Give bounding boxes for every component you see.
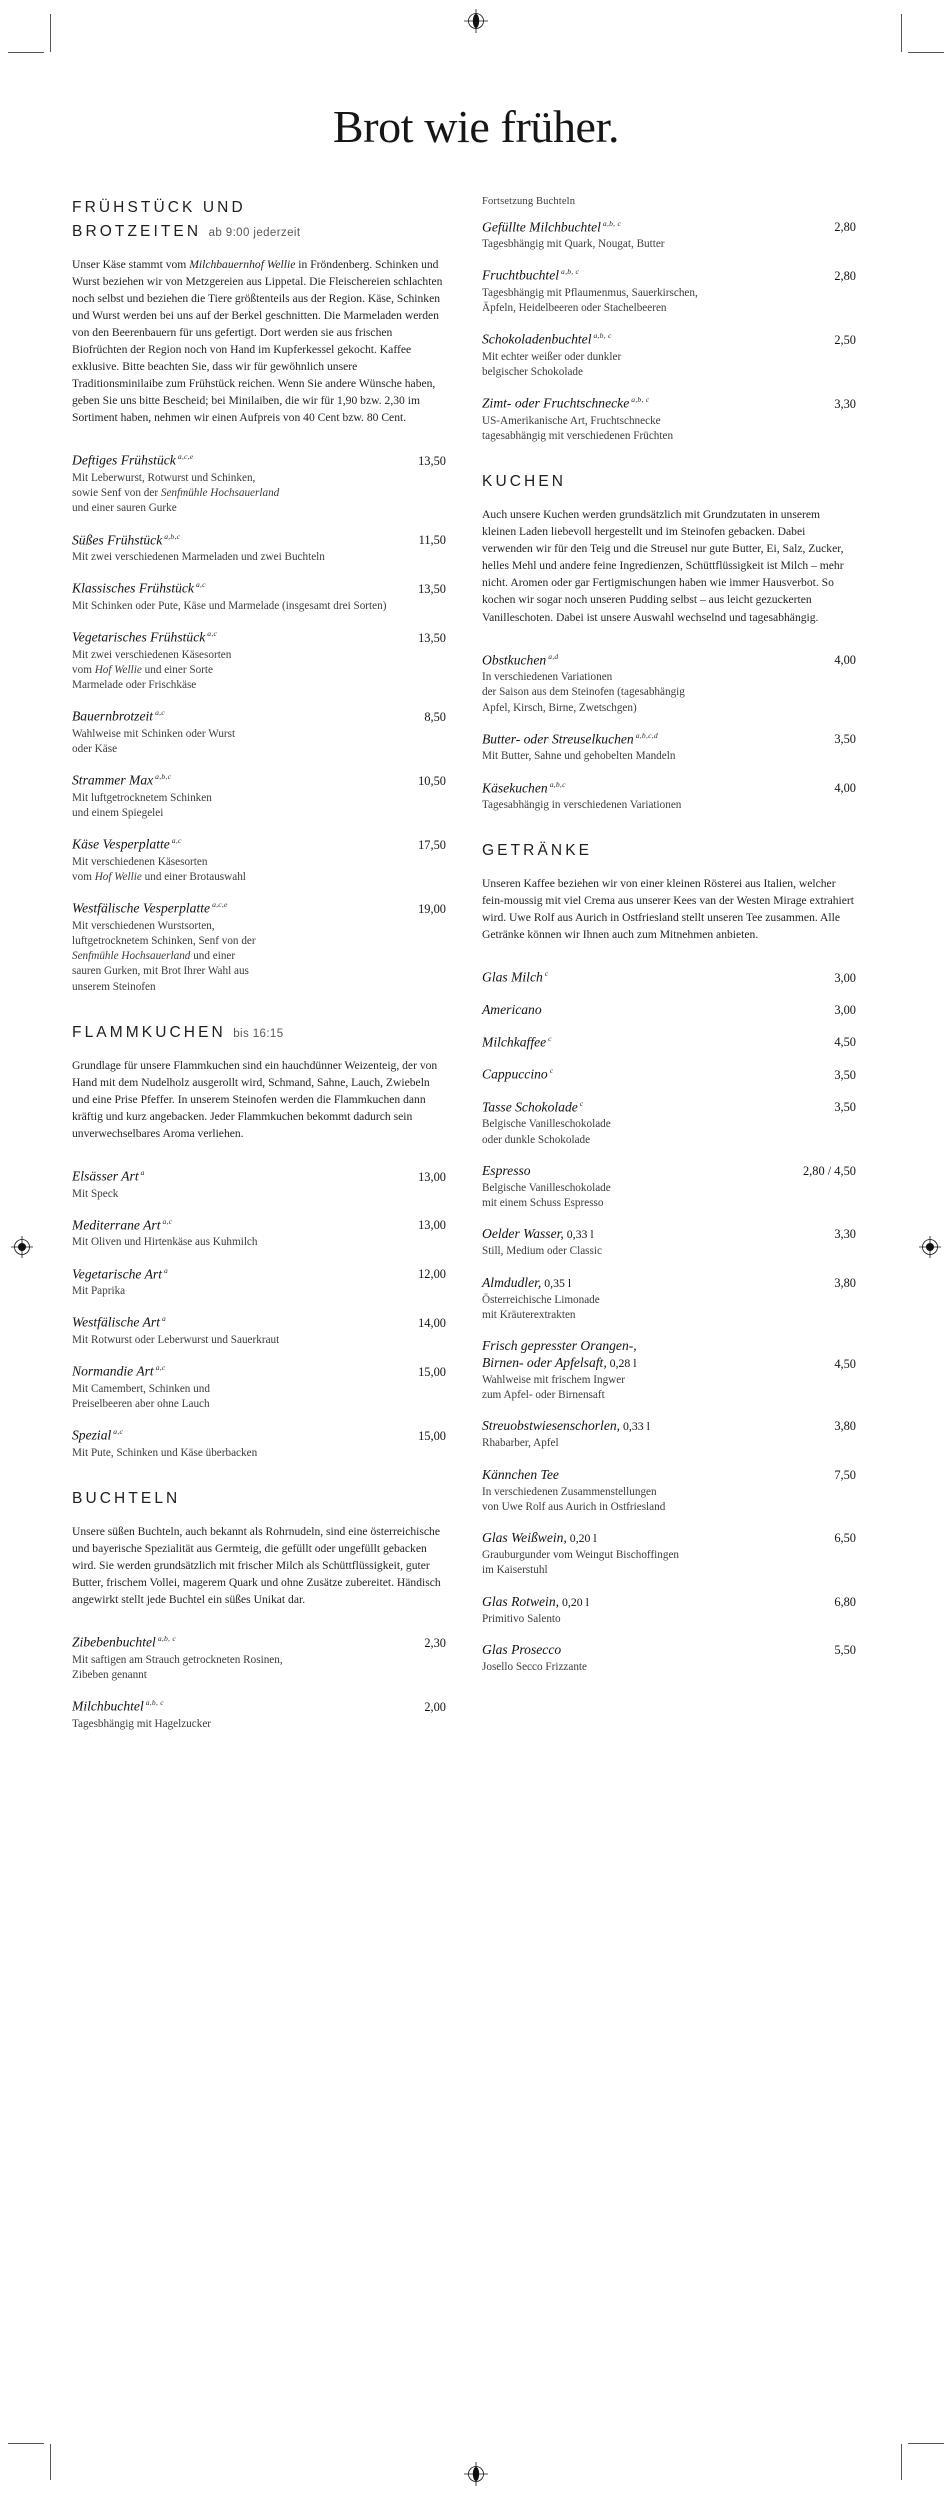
allergen-marker: c bbox=[549, 1066, 554, 1076]
allergen-marker: a,b,c bbox=[549, 779, 566, 789]
section-heading-flammkuchen bbox=[72, 1021, 446, 1045]
item-description: Mit zwei verschiedenen Käsesorten vom Hof Wellie und einer Sorte Marmelade oder Frischkäse bbox=[72, 648, 232, 692]
menu-item[interactable] bbox=[72, 452, 446, 516]
item-description: Mit Schinken oder Pute, Käse und Marmelade (insgesamt drei Sorten) bbox=[72, 599, 387, 612]
item-description: Tagesbhängig mit Hagelzucker bbox=[72, 1717, 212, 1730]
menu-item[interactable] bbox=[482, 1099, 856, 1148]
crop-mark-right-bottom bbox=[908, 2443, 944, 2444]
menu-item[interactable] bbox=[482, 1034, 856, 1052]
section-intro-buchteln: Unsere süßen Buchteln, auch bekannt als Rohrnudeln, sind eine österreichische und bayerische Spezialität aus Germteig, die gefüllt oder ungefüllt gebacken wird. Sie werden grundsätzlich mit frischer Milch als Schüttflüssigkeit, guter Butter, frischem Vollei, magerem Quark und ohne Zusätze zubereitet. Händisch angewirkt stellt jede Buchtel ein süßes Unikat dar. bbox=[72, 1524, 441, 1606]
menu-item[interactable] bbox=[482, 1530, 856, 1578]
menu-item[interactable] bbox=[482, 219, 856, 253]
allergen-marker: a,c bbox=[171, 836, 182, 846]
menu-item[interactable] bbox=[72, 1217, 446, 1251]
item-description: Belgische Vanilleschokolade oder dunkle Schokolade bbox=[482, 1118, 611, 1146]
crop-mark-right-top bbox=[908, 52, 944, 53]
section-intro-fruehstueck: Unser Käse stammt vom Milchbauernhof Wellie in Fröndenberg. Schinken und Wurst beziehen wir von Metzgereien aus Lippetal. Die Fleischereien schlachten noch selbst und beziehen die Tiere größtenteils aus der Region. Käse, Schinken und Wurst werden bei uns auf der Berkel geschnitten. Die Marmeladen werden von den Beerenbauern für uns gefertigt. Dort werden sie aus frischen Biofrüchten der Region noch von Hand im Kupferkessel gekocht. Kaffee exklusive. Bitte beachten Sie, dass wir für gewöhnlich unsere Traditionsminilaibe zum Frühstück reichen. Wenn Sie andere Wünsche haben, geben Sie uns bitte Bescheid; bei Minilaiben, die wir für 1,90 bzw. 2,30 im Sortiment haben, nehmen wir einen Aufpreis von 40 Cent bzw. 80 Cent. bbox=[72, 258, 443, 425]
item-price: 4,00 bbox=[834, 653, 856, 668]
item-name: Tasse Schokolade bbox=[482, 1099, 578, 1115]
section-heading-getraenke bbox=[482, 839, 856, 863]
item-price: 3,00 bbox=[834, 1002, 856, 1017]
section-getraenke bbox=[482, 839, 856, 1675]
item-price: 8,50 bbox=[424, 709, 446, 724]
item-name: Glas Rotwein, bbox=[482, 1593, 560, 1609]
item-description: Mit Oliven und Hirtenkäse aus Kuhmilch bbox=[72, 1236, 258, 1249]
menu-item[interactable] bbox=[72, 629, 446, 693]
item-description: Mit Leberwurst, Rotwurst und Schinken, sowie Senf von der Senfmühle Hochsauerland und einer sauren Gurke bbox=[72, 471, 280, 515]
allergen-marker: a bbox=[161, 1314, 167, 1324]
menu-item[interactable] bbox=[482, 1002, 856, 1019]
item-name: Westfälische Art bbox=[72, 1314, 160, 1330]
section-fruehstueck bbox=[72, 196, 446, 995]
item-price: 3,50 bbox=[834, 732, 856, 747]
item-price: 3,80 bbox=[834, 1419, 856, 1434]
section-heading-kuchen bbox=[482, 470, 856, 494]
item-name: Glas Milch bbox=[482, 969, 543, 985]
menu-item[interactable] bbox=[482, 1066, 856, 1084]
item-volume: 0,33 l bbox=[620, 1419, 650, 1434]
item-volume: 0,33 l bbox=[563, 1227, 594, 1242]
menu-item[interactable] bbox=[482, 1467, 856, 1515]
menu-item[interactable] bbox=[482, 1594, 856, 1627]
section-heading-label: KUCHEN bbox=[482, 473, 567, 491]
section-flammkuchen bbox=[72, 1021, 446, 1461]
menu-item[interactable] bbox=[72, 1266, 446, 1300]
allergen-marker: a,b,c,d bbox=[635, 730, 658, 740]
menu-item[interactable] bbox=[482, 731, 856, 765]
item-description: Mit Rotwurst oder Leberwurst und Sauerkraut bbox=[72, 1333, 280, 1346]
item-description: Österreichische Limonade mit Kräuterextrakten bbox=[482, 1293, 600, 1321]
item-volume: 0,20 l bbox=[566, 1531, 597, 1546]
menu-item[interactable] bbox=[72, 1698, 446, 1732]
item-description: Mit luftgetrocknetem Schinken und einem Spiegelei bbox=[72, 791, 212, 820]
item-name: Fruchtbuchtel bbox=[482, 267, 560, 283]
item-price: 2,80 bbox=[834, 268, 856, 283]
item-description: In verschiedenen Zusammenstellungen von Uwe Rolf aus Aurich in Ostfriesland bbox=[482, 1485, 666, 1513]
item-price: 5,50 bbox=[834, 1642, 856, 1657]
menu-item[interactable] bbox=[72, 708, 446, 757]
item-price: 3,30 bbox=[834, 1227, 856, 1242]
item-price: 19,00 bbox=[418, 901, 446, 916]
item-name: Zimt- oder Fruchtschnecke bbox=[482, 395, 630, 411]
item-description: Rhabarber, Apfel bbox=[482, 1437, 559, 1450]
allergen-marker: a,b,c bbox=[164, 531, 181, 541]
item-price: 2,50 bbox=[834, 332, 856, 347]
item-description: Tagesbhängig mit Pflaumenmus, Sauerkirschen, Äpfeln, Heidelbeeren oder Stachelbeeren bbox=[482, 286, 698, 315]
section-heading-buchteln bbox=[72, 1487, 446, 1511]
item-description: Grauburgunder vom Weingut Bischoffingen im Kaiserstuhl bbox=[482, 1549, 680, 1577]
allergen-marker: a,c bbox=[155, 1363, 166, 1373]
menu-item[interactable] bbox=[482, 652, 856, 716]
allergen-marker: a,c,e bbox=[177, 452, 194, 462]
menu-item[interactable] bbox=[72, 532, 446, 566]
item-description: Still, Medium oder Classic bbox=[482, 1245, 602, 1258]
section-heading-label: GETRÄNKE bbox=[482, 842, 593, 860]
allergen-marker: a,b, c bbox=[145, 1697, 164, 1707]
menu-item[interactable] bbox=[72, 1363, 446, 1412]
item-name: Westfälische Vesperplatte bbox=[72, 900, 211, 916]
item-name: Spezial bbox=[72, 1427, 112, 1443]
section-buchteln-continued bbox=[482, 219, 856, 445]
allergen-marker: a,b, c bbox=[602, 218, 622, 228]
menu-item[interactable] bbox=[72, 1634, 446, 1683]
item-price: 3,30 bbox=[834, 396, 856, 411]
item-name: Americano bbox=[482, 1001, 542, 1017]
item-volume: 0,20 l bbox=[559, 1594, 589, 1609]
item-price: 6,50 bbox=[834, 1531, 856, 1546]
menu-item[interactable] bbox=[72, 836, 446, 885]
item-description: Mit saftigen am Strauch getrockneten Rosinen, Zibeben genannt bbox=[72, 1653, 283, 1681]
allergen-marker: a bbox=[163, 1265, 169, 1275]
item-price: 11,50 bbox=[418, 533, 446, 548]
item-description: Mit verschiedenen Käsesorten vom Hof Wellie und einer Brotauswahl bbox=[72, 855, 246, 883]
item-price: 13,00 bbox=[418, 1169, 446, 1184]
item-price: 2,80 / 4,50 bbox=[802, 1163, 856, 1178]
allergen-marker: a,c bbox=[113, 1427, 124, 1437]
item-volume: 0,28 l bbox=[606, 1356, 637, 1371]
crop-mark-left-bottom bbox=[8, 2443, 44, 2444]
item-name: Butter- oder Streuselkuchen bbox=[482, 731, 634, 747]
section-heading-label: BUCHTELN bbox=[72, 1489, 181, 1507]
menu-item[interactable] bbox=[72, 1168, 446, 1202]
item-name: Almdudler, bbox=[482, 1274, 542, 1290]
item-name: Deftiges Frühstück bbox=[72, 452, 176, 468]
item-name: Bauernbrotzeit bbox=[72, 708, 154, 724]
section-buchteln bbox=[72, 1487, 446, 1732]
item-price: 3,00 bbox=[834, 970, 856, 985]
allergen-marker: a,b, c bbox=[631, 395, 650, 405]
item-name: Zibebenbuchtel bbox=[72, 1634, 156, 1650]
item-description: Mit Butter, Sahne und gehobelten Mandeln bbox=[482, 750, 676, 763]
allergen-marker: a bbox=[140, 1168, 145, 1178]
item-price: 4,50 bbox=[834, 1357, 856, 1371]
crop-mark-left-top bbox=[8, 52, 44, 53]
allergen-marker: c bbox=[579, 1098, 584, 1108]
item-name: Elsässer Art bbox=[72, 1168, 139, 1184]
menu-item[interactable] bbox=[482, 1418, 856, 1451]
item-description: Belgische Vanilleschokolade mit einem Schuss Espresso bbox=[482, 1181, 611, 1210]
item-description: Mit zwei verschiedenen Marmeladen und zwei Buchteln bbox=[72, 551, 325, 564]
item-price: 13,00 bbox=[418, 1218, 446, 1233]
menu-item[interactable] bbox=[482, 969, 856, 987]
item-description: Josello Secco Frizzante bbox=[482, 1660, 588, 1673]
page-title: Brot wie früher. bbox=[332, 101, 620, 152]
menu-item[interactable] bbox=[72, 1314, 446, 1348]
allergen-marker: a,c bbox=[162, 1216, 173, 1226]
item-price: 13,50 bbox=[418, 630, 446, 645]
item-price: 3,50 bbox=[834, 1067, 856, 1082]
item-price: 3,50 bbox=[834, 1100, 856, 1115]
item-price: 14,00 bbox=[418, 1315, 446, 1330]
menu-columns bbox=[50, 196, 902, 1732]
item-name: Oelder Wasser, bbox=[482, 1226, 564, 1242]
item-price: 12,00 bbox=[418, 1267, 446, 1282]
item-name: Klassisches Frühstück bbox=[72, 580, 194, 596]
allergen-marker: a,b, c bbox=[593, 331, 612, 341]
item-description: Mit Speck bbox=[72, 1187, 119, 1200]
menu-item[interactable] bbox=[482, 395, 856, 444]
allergen-marker: a,b,c bbox=[155, 772, 172, 782]
item-price: 6,80 bbox=[834, 1594, 856, 1609]
section-heading-label: FLAMMKUCHEN bbox=[72, 1023, 226, 1041]
item-description: Mit verschiedenen Wurstsorten, luftgetrocknetem Schinken, Senf von der Senfmühle Hochsauerland und einer sauren Gurken, mit Brot Ihrer Wahl aus unserem Steinofen bbox=[72, 919, 256, 993]
item-volume: 0,35 l bbox=[541, 1275, 572, 1290]
item-name: Schokoladenbuchtel bbox=[482, 331, 592, 347]
section-heading-hours: ab 9:00 jederzeit bbox=[208, 227, 301, 240]
item-name: Käsekuchen bbox=[482, 780, 548, 796]
item-price: 3,80 bbox=[834, 1275, 856, 1290]
allergen-marker: a,b, c bbox=[157, 1634, 176, 1643]
item-name: Kännchen Tee bbox=[482, 1466, 559, 1482]
item-name: Normandie Art bbox=[72, 1363, 154, 1379]
item-name: Obstkuchen bbox=[482, 652, 547, 668]
menu-item[interactable] bbox=[482, 331, 856, 380]
item-price: 7,50 bbox=[834, 1467, 856, 1482]
menu-item[interactable] bbox=[482, 1226, 856, 1259]
item-price: 15,00 bbox=[418, 1428, 446, 1443]
item-price: 17,50 bbox=[418, 837, 446, 852]
item-description: Primitivo Salento bbox=[482, 1612, 561, 1625]
item-price: 4,50 bbox=[834, 1035, 856, 1050]
item-name: Mediterrane Art bbox=[72, 1217, 161, 1233]
item-name: Vegetarische Art bbox=[72, 1266, 162, 1282]
item-price: 2,80 bbox=[834, 220, 856, 235]
item-description: Mit echter weißer oder dunkler belgischer Schokolade bbox=[482, 350, 622, 379]
allergen-marker: a,c bbox=[207, 629, 218, 639]
registration-mark-right bbox=[917, 1234, 943, 1260]
item-price: 13,50 bbox=[418, 581, 446, 596]
item-description: Mit Camembert, Schinken und Preiselbeeren aber ohne Lauch bbox=[72, 1382, 210, 1410]
allergen-marker: a,b, c bbox=[561, 267, 580, 277]
section-heading-line2: BROTZEITEN bbox=[72, 223, 202, 241]
item-name: Glas Prosecco bbox=[482, 1641, 562, 1657]
item-name: Gefüllte Milchbuchtel bbox=[482, 219, 601, 235]
menu-item[interactable] bbox=[72, 772, 446, 821]
allergen-marker: c bbox=[548, 1033, 552, 1043]
menu-item[interactable] bbox=[72, 580, 446, 614]
item-name: Cappuccino bbox=[482, 1066, 548, 1082]
section-kuchen bbox=[482, 470, 856, 813]
item-description: Mit Pute, Schinken und Käse überbacken bbox=[72, 1446, 258, 1459]
menu-page bbox=[50, 52, 902, 2444]
item-name: Streuobstwiesenschorlen, bbox=[482, 1418, 621, 1434]
menu-item[interactable] bbox=[482, 1642, 856, 1675]
item-name: Vegetarisches Frühstück bbox=[72, 629, 206, 645]
item-description: Mit Paprika bbox=[72, 1285, 126, 1298]
item-description: Wahlweise mit Schinken oder Wurst oder Käse bbox=[72, 727, 236, 756]
item-description: In verschiedenen Variationen der Saison aus dem Steinofen (tagesabhängig Apfel, Kirsch, Birne, Zwetschgen) bbox=[482, 671, 685, 714]
item-price: 2,30 bbox=[424, 1635, 446, 1650]
item-price: 2,00 bbox=[424, 1699, 446, 1714]
item-name: Strammer Max bbox=[72, 772, 154, 788]
item-price: 10,50 bbox=[418, 773, 446, 788]
registration-mark-left bbox=[9, 1234, 35, 1260]
item-name: Milchbuchtel bbox=[72, 1698, 144, 1714]
allergen-marker: a,c,e bbox=[212, 900, 228, 910]
item-price: 15,00 bbox=[418, 1364, 446, 1379]
menu-item[interactable] bbox=[482, 1275, 856, 1323]
allergen-marker: a,c bbox=[195, 580, 206, 590]
section-heading-hours: bis 16:15 bbox=[233, 1027, 284, 1040]
item-name: Süßes Frühstück bbox=[72, 532, 163, 548]
item-price: 4,00 bbox=[834, 781, 856, 796]
menu-item[interactable] bbox=[482, 780, 856, 814]
menu-item[interactable]: Frisch gepresster Orangen-, Birnen- oder Apfelsaft, 0,28 l 4,50 Wahlweise mit frischem Ingwer zum Apfel- oder Birnensaft bbox=[482, 1338, 856, 1403]
registration-mark-top bbox=[463, 8, 489, 34]
section-intro-kuchen: Auch unsere Kuchen werden grundsätzlich mit Grundzutaten in unserem kleinen Laden liebevoll hergestellt und im Steinofen gebacken. Dabei verwenden wir für den Teig und die Streusel nur gute Butter, Ei, Salz, Zucker, helles Mehl und andere feine Ingredienzen, Schüttflüssigkeit ist Milch – mehr nicht. Aromen oder gar Fertigmischungen haben wie immer Hausverbot. So kochen wir sogar noch unseren Pudding selbst – aus leicht gezuckerten Vanilleschoten. Dabei ist unsere Auswahl wechselnd und tagesabhängig. bbox=[482, 508, 844, 624]
item-name: Espresso bbox=[482, 1162, 531, 1178]
left-column bbox=[72, 196, 446, 1732]
menu-item[interactable] bbox=[482, 1163, 856, 1211]
item-description: Tagesabhängig in verschiedenen Variationen bbox=[482, 799, 682, 812]
item-description: US-Amerikanische Art, Fruchtschnecke tagesabhängig mit verschiedenen Früchten bbox=[482, 414, 674, 443]
allergen-marker: c bbox=[544, 969, 549, 979]
item-description: Wahlweise mit frischem Ingwer zum Apfel- oder Birnensaft bbox=[482, 1374, 625, 1402]
item-name: Milchkaffee bbox=[482, 1034, 547, 1050]
section-intro-flammkuchen: Grundlage für unsere Flammkuchen sind ein hauchdünner Weizenteig, der von Hand mit dem Nudelholz ausgerollt wird, Schmand, Sahne, Lauch, Zwiebeln und eine Prise Pfeffer. In unserem Steinofen werden die Flammkuchen dann kräftig und kurz angebacken. Jeder Flammkuchen bekommt dadurch sein unverwechselbares Aroma verliehen. bbox=[72, 1058, 438, 1141]
section-intro-getraenke: Unseren Kaffee beziehen wir von einer kleinen Rösterei aus Italien, welcher fein-moussig mit viel Crema aus unserer Kees van der Westen Mirage extrahiert wird. Uwe Rolf aus Aurich in Ostfriesland stellt unseren Tee zusammen. Alle Getränke können wir Ihnen auch zum Mitnehmen anbieten. bbox=[482, 877, 854, 942]
section-heading-fruehstueck bbox=[72, 196, 446, 244]
menu-item[interactable] bbox=[482, 267, 856, 316]
item-name: Glas Weißwein, bbox=[482, 1530, 567, 1546]
registration-mark-bottom bbox=[463, 2461, 489, 2487]
menu-item[interactable] bbox=[72, 900, 446, 995]
item-description: Tagesbhängig mit Quark, Nougat, Butter bbox=[482, 238, 665, 251]
allergen-marker: a,d bbox=[548, 651, 559, 661]
menu-item[interactable] bbox=[72, 1427, 446, 1461]
item-name: Käse Vesperplatte bbox=[72, 836, 170, 852]
item-price: 13,50 bbox=[418, 453, 446, 468]
allergen-marker: a,c bbox=[155, 708, 165, 718]
continuation-label: Fortsetzung Buchteln bbox=[482, 196, 576, 207]
section-heading-line1: FRÜHSTÜCK UND bbox=[72, 199, 246, 216]
right-column bbox=[482, 196, 856, 1732]
